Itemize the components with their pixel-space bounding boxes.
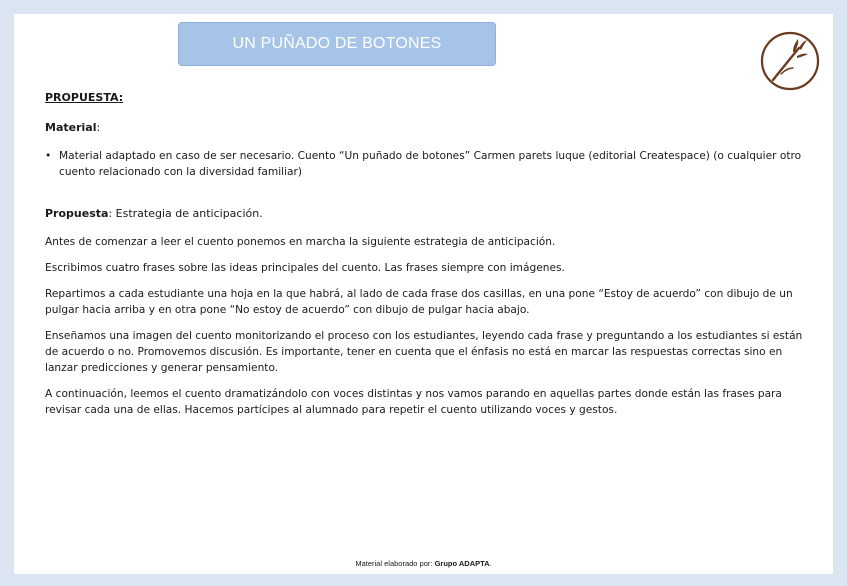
footer-suffix: . [489,559,492,568]
footer-credit [14,559,833,568]
material-label: Material [45,121,97,134]
document-page [14,14,833,574]
material-label-line [45,120,815,136]
page-title: UN PUÑADO DE BOTONES [232,35,442,52]
propuesta-line [45,206,815,222]
material-list [45,148,815,180]
footer-author: Grupo ADAPTA [434,559,490,568]
paragraph: Enseñamos una imagen del cuento monitorizando el proceso con los estudiantes, leyendo cada frase y preguntando a los estudiantes si están de acuerdo o no. Promovemos discusión. Es importante, tener en cuenta que el énfasis no está en marcar las respuestas correctas sino en lanzar predicciones y generar pensamiento. [45,330,803,374]
paragraph: Antes de comenzar a leer el cuento ponemos en marcha la siguiente estrategia de anticipación. [45,236,556,248]
section-heading [45,90,815,106]
paragraph: Escribimos cuatro frases sobre las ideas principales del cuento. Las frases siempre con imágenes. [45,262,565,274]
paintbrush-circle-logo-icon [759,30,821,92]
propuesta-label: Propuesta [45,207,109,220]
page-title-banner [178,22,496,66]
section-heading-colon: : [118,91,124,104]
section-heading-text: PROPUESTA [45,91,119,104]
material-label-colon: : [96,121,101,134]
paragraph: Repartimos a cada estudiante una hoja en la que habrá, al lado de cada frase dos casillas, en una pone “Estoy de acuerdo” con dibujo de un pulgar hacia arriba y en otra pone “No estoy de acuerdo” con dibujo de pulgar hacia abajo. [45,288,793,316]
document-body [45,90,815,428]
footer-prefix: Material elaborado por: [355,559,435,568]
list-item: • Material adaptado en caso de ser necesario. Cuento “Un puñado de botones” Carmen parets luque (editorial Createspace) (o cualquier otro cuento relacionado con la diversidad familiar) [45,148,815,180]
paragraph: A continuación, leemos el cuento dramatizándolo con voces distintas y nos vamos parando en aquellas partes donde están las frases para revisar cada una de ellas. Hacemos partícipes al alumnado para repetir el cuento utilizando voces y gestos. [45,388,782,416]
propuesta-text: : Estrategia de anticipación. [108,207,263,220]
